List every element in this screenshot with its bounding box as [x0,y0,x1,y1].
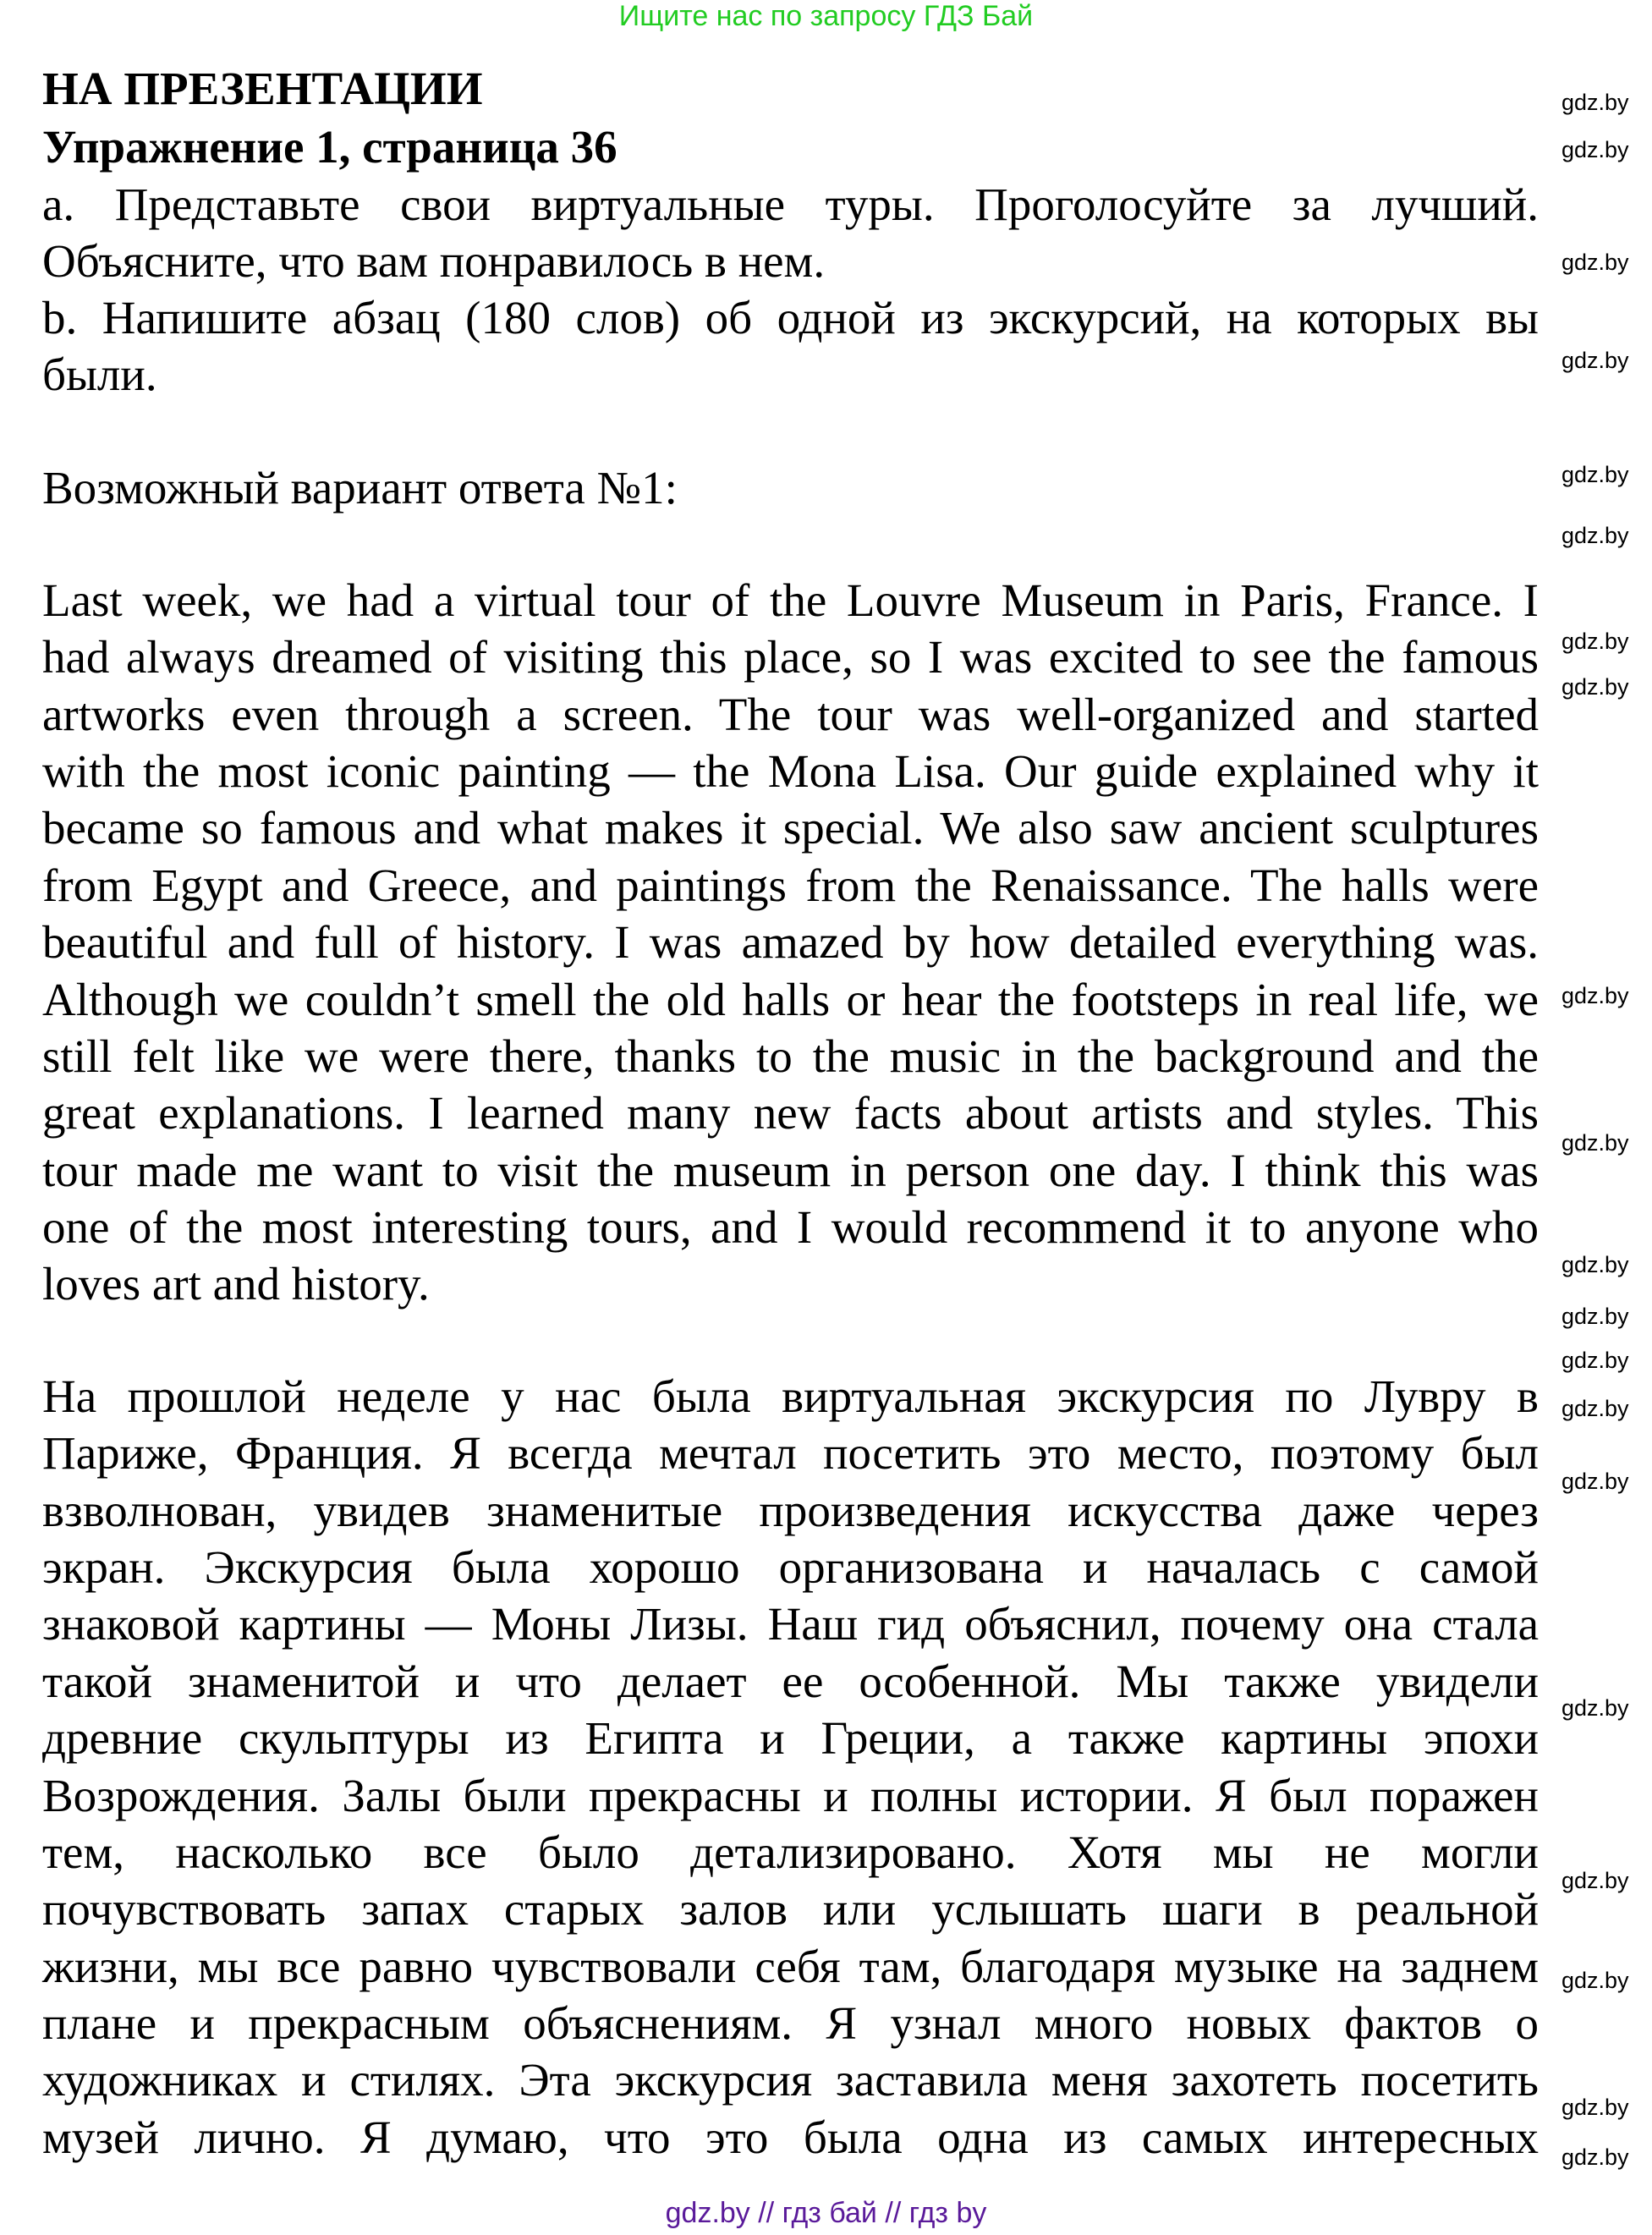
watermark: gdz.by [1561,137,1629,162]
watermark: gdz.by [1561,1348,1629,1373]
english-answer-line: one of the most interesting tours, and I would recommend it to anyone who [42,1200,1539,1253]
header-banner: Ищите нас по запросу ГДЗ Бай [618,0,1034,32]
watermark: gdz.by [1561,2144,1629,2170]
english-answer-line: artworks even through a screen. The tour was well-organized and started [42,688,1539,740]
english-answer-line: tour made me want to visit the museum in person one day. I think this was [42,1144,1539,1196]
watermark: gdz.by [1561,1695,1629,1721]
russian-answer-line: такой знаменитой и что делает ее особенной. Мы также увидели [42,1655,1539,1707]
task-a-line: Объясните, что вам понравилось в нем. [42,235,826,288]
watermark: gdz.by [1561,1252,1629,1277]
watermark: gdz.by [1561,983,1629,1008]
watermark: gdz.by [1561,462,1629,487]
answer-variant-label: Возможный вариант ответа №1: [42,462,678,513]
watermark: gdz.by [1561,348,1629,373]
english-answer-line: had always dreamed of visiting this place, so I was excited to see the famous [42,631,1539,684]
page-title: НА ПРЕЗЕНТАЦИИ [42,63,483,114]
exercise-heading: Упражнение 1, страница 36 [42,121,617,173]
task-b-line: b. Напишите абзац (180 слов) об одной из экскурсий, на которых вы [42,292,1539,343]
english-answer-line: Last week, we had a virtual tour of the Louvre Museum in Paris, France. I [42,574,1539,626]
task-b-line: были. [42,349,157,401]
russian-answer-line: художниках и стилях. Эта экскурсия заставила меня захотеть посетить [42,2054,1539,2106]
watermark: gdz.by [1561,2095,1629,2120]
russian-answer-line: почувствовать запах старых залов или услышать шаги в реальной [42,1883,1539,1936]
watermark: gdz.by [1561,250,1629,275]
watermark: gdz.by [1561,1868,1629,1893]
watermark: gdz.by [1561,629,1629,654]
watermark: gdz.by [1561,1304,1629,1329]
english-answer-line: beautiful and full of history. I was amazed by how detailed everything was. [42,916,1539,969]
watermark: gdz.by [1561,1130,1629,1156]
english-answer-line: loves art and history. [42,1258,430,1310]
watermark: gdz.by [1561,90,1629,115]
russian-answer-line: плане и прекрасным объяснениям. Я узнал много новых фактов о [42,1996,1539,2049]
watermark: gdz.by [1561,523,1629,548]
russian-answer-line: тем, насколько все было детализировано. Хотя мы не могли [42,1826,1539,1878]
russian-answer-line: На прошлой неделе у нас была виртуальная экскурсия по Лувру в [42,1370,1539,1422]
watermark: gdz.by [1561,1396,1629,1421]
english-answer-line: became so famous and what makes it special. We also saw ancient sculptures [42,802,1539,854]
russian-answer-line: музей лично. Я думаю, что это была одна из самых интересных [42,2111,1539,2163]
footer-banner: gdz.by // гдз бай // гдз by [665,2197,987,2229]
russian-answer-line: знаковой картины — Моны Лизы. Наш гид объяснил, почему она стала [42,1598,1539,1650]
russian-answer-line: Париже, Франция. Я всегда мечтал посетить это место, поэтому был [42,1427,1539,1480]
watermark: gdz.by [1561,674,1629,700]
english-answer-line: Although we couldn’t smell the old halls or hear the footsteps in real life, we [42,973,1539,1025]
task-a-line: a. Представьте свои виртуальные туры. Проголосуйте за лучший. [42,178,1539,230]
russian-answer-line: древние скульптуры из Египта и Греции, а также картины эпохи [42,1712,1539,1765]
english-answer-line: with the most iconic painting — the Mona Lisa. Our guide explained why it [42,745,1539,798]
russian-answer-line: Возрождения. Залы были прекрасны и полны истории. Я был поражен [42,1769,1539,1821]
english-answer-line: great explanations. I learned many new facts about artists and styles. This [42,1087,1539,1139]
english-answer-line: still felt like we were there, thanks to the music in the background and the [42,1030,1539,1082]
watermark: gdz.by [1561,1968,1629,1993]
russian-answer-line: жизни, мы все равно чувствовали себя там, благодаря музыке на заднем [42,1940,1539,1992]
russian-answer-line: экран. Экскурсия была хорошо организована и началась с самой [42,1541,1539,1594]
english-answer-line: from Egypt and Greece, and paintings from the Renaissance. The halls were [42,859,1539,911]
russian-answer-line: взволнован, увидев знаменитые произведения искусства даже через [42,1484,1539,1536]
watermark: gdz.by [1561,1469,1629,1494]
